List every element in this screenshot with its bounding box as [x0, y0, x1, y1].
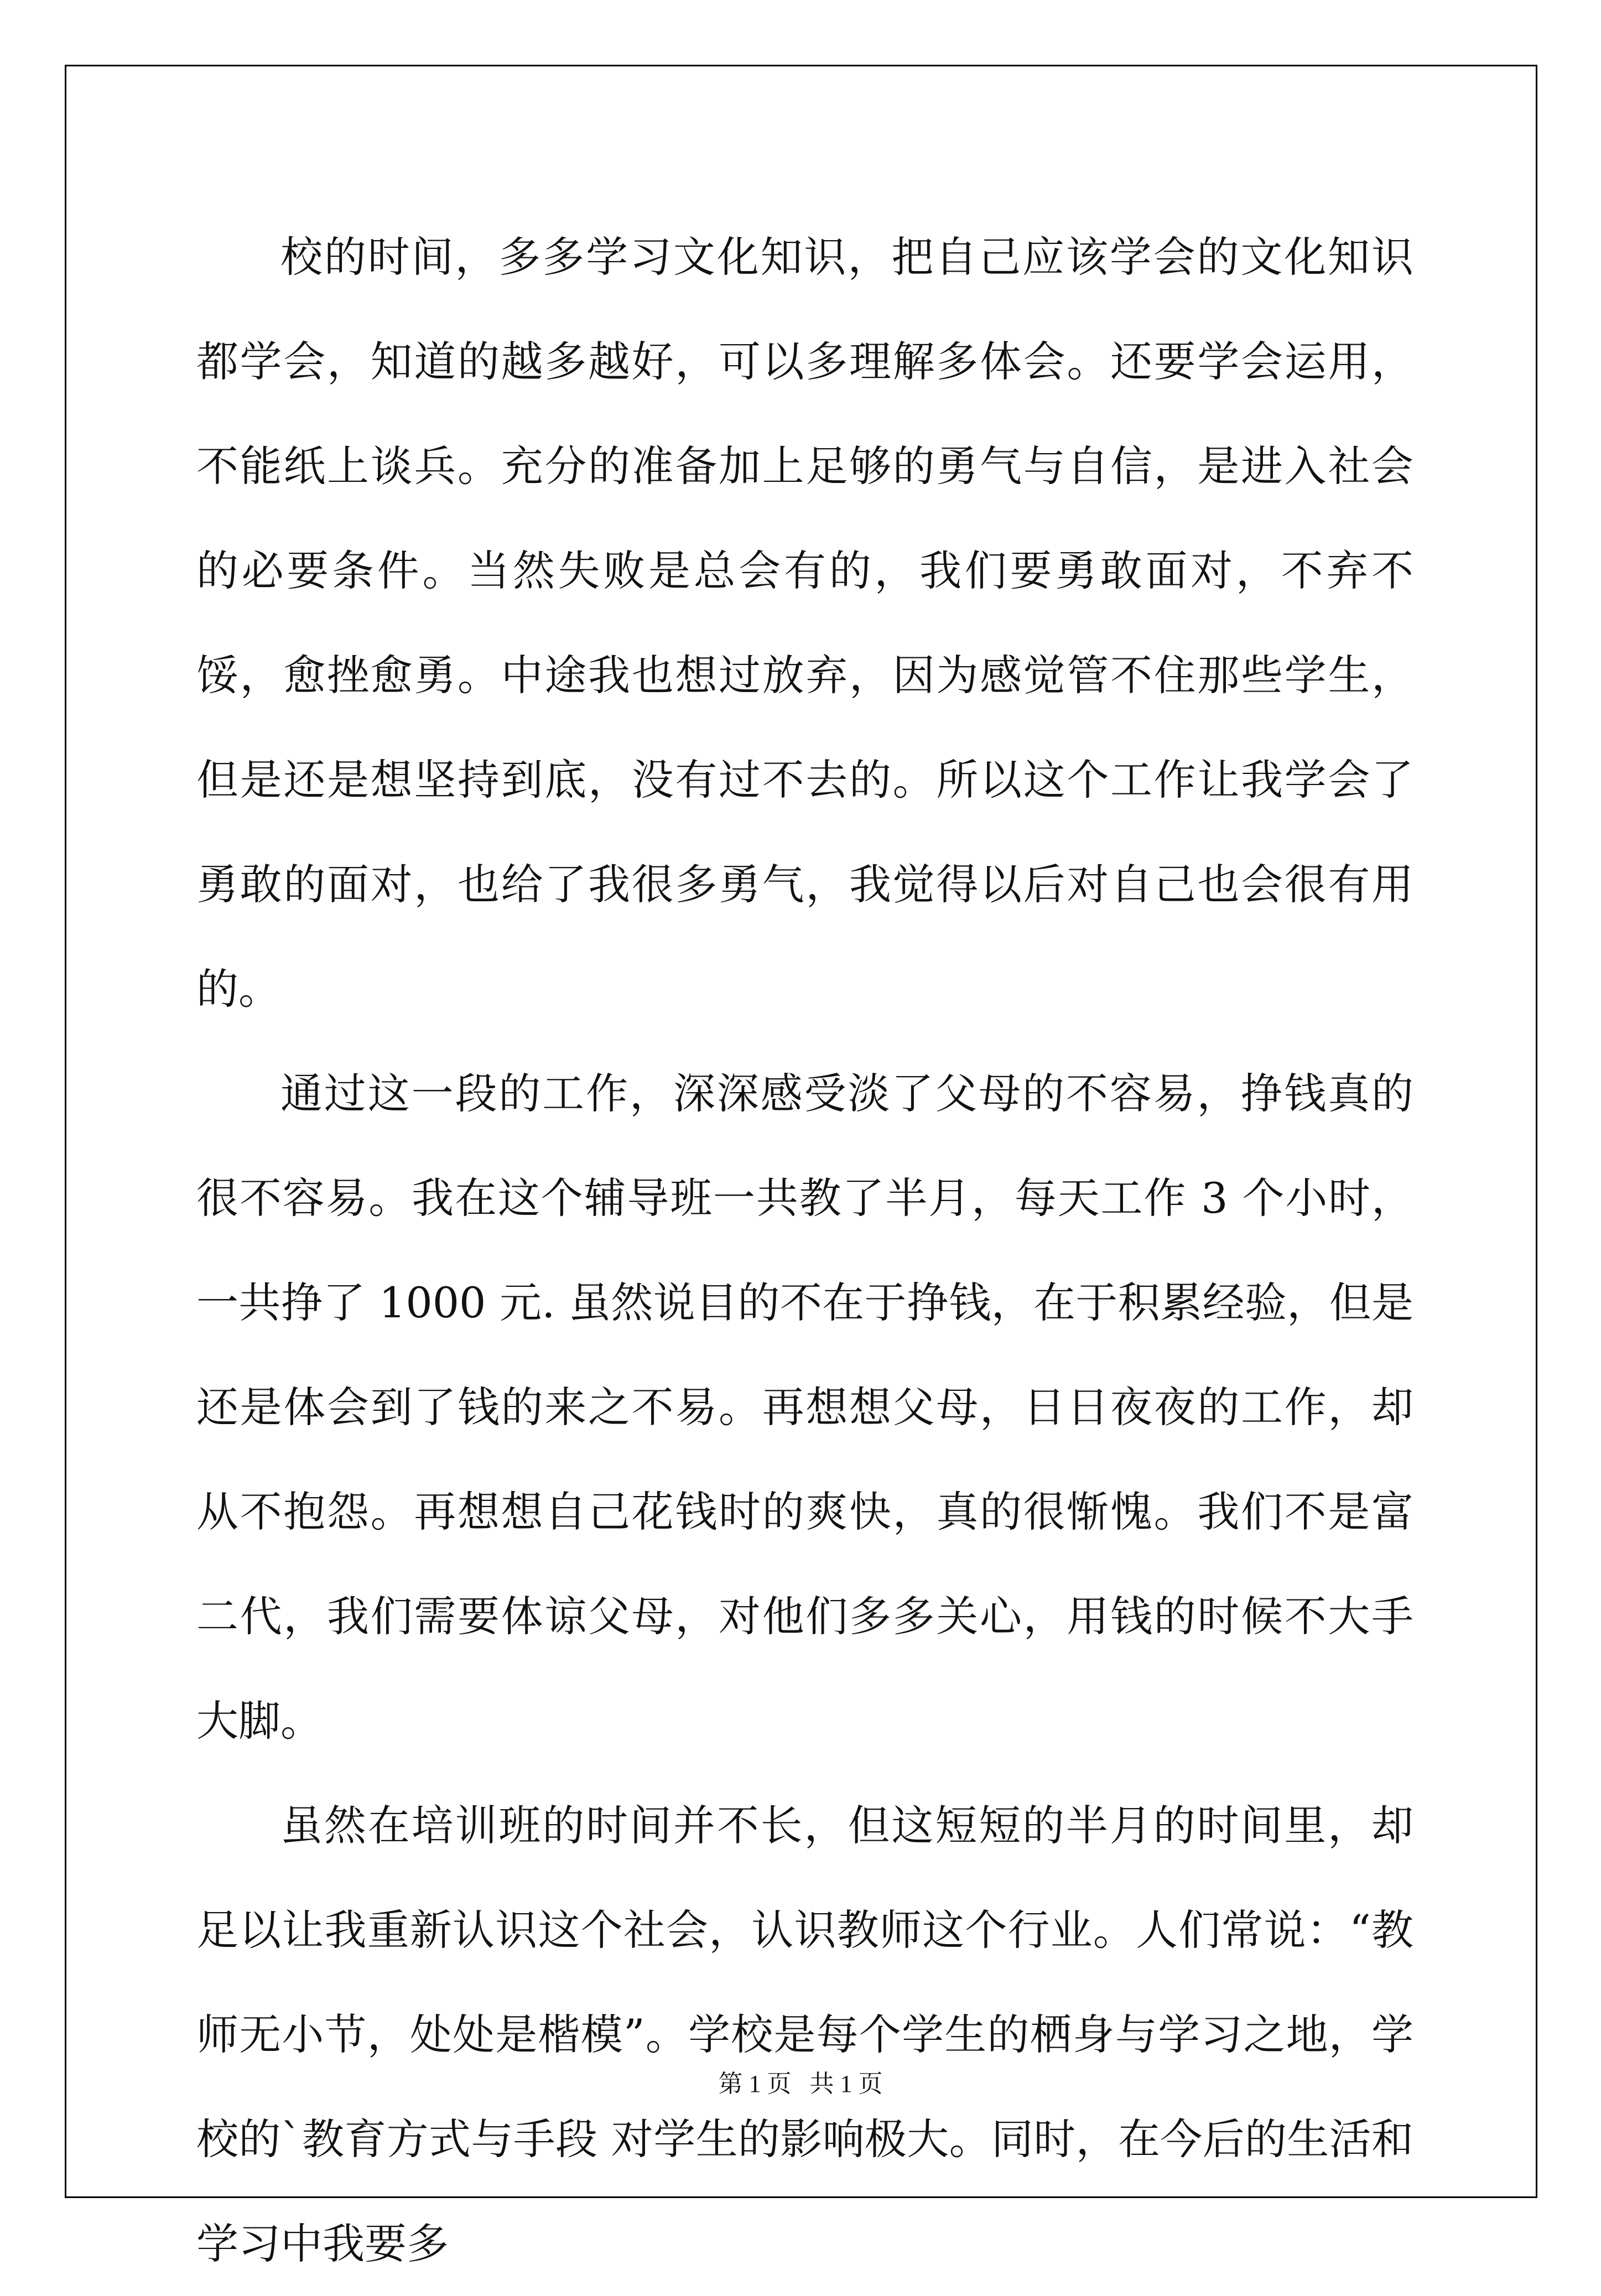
document-body	[196, 205, 1413, 2296]
paragraph-1: 校的时间，多多学习文化知识，把自己应该学会的文化知识都学会，知道的越多越好，可以多理解多体会。还要学会运用，不能纸上谈兵。充分的准备加上足够的勇气与自信，是进入社会的必要条件。当然失败是总会有的，我们要勇敢面对，不弃不馁，愈挫愈勇。中途我也想过放弃，因为感觉管不住那些学生，但是还是想坚持到底，没有过不去的。所以这个工作让我学会了勇敢的面对，也给了我很多勇气，我觉得以后对自己也会很有用的。	[196, 232, 1413, 1014]
page-total-label: 共 1 页	[809, 2070, 883, 2097]
page-number-label: 第 1 页	[718, 2070, 792, 2097]
paragraph-2: 通过这一段的工作，深深感受淡了父母的不容易，挣钱真的很不容易。我在这个辅导班一共教了半月，每天工作 3 个小时，一共挣了 1000 元. 虽然说目的不在于挣钱，在于积累经验，但是还是体会到了钱的来之不易。再想想父母，日日夜夜的工作，却从不抱怨。再想想自己花钱时的爽快，真的很惭愧。我们不是富二代，我们需要体谅父母，对他们多多关心，用钱的时候不大手大脚。	[196, 1069, 1413, 1746]
page-footer	[0, 2064, 1601, 2099]
paragraph-3: 虽然在培训班的时间并不长，但这短短的半月的时间里，却足以让我重新认识这个社会，认识教师这个行业。人们常说：“教师无小节，处处是楷模”。学校是每个学生的栖身与学习之地，学校的`教育方式与手段 对学生的影响极大。同时，在今后的生活和学习中我要多	[196, 1801, 1413, 2268]
